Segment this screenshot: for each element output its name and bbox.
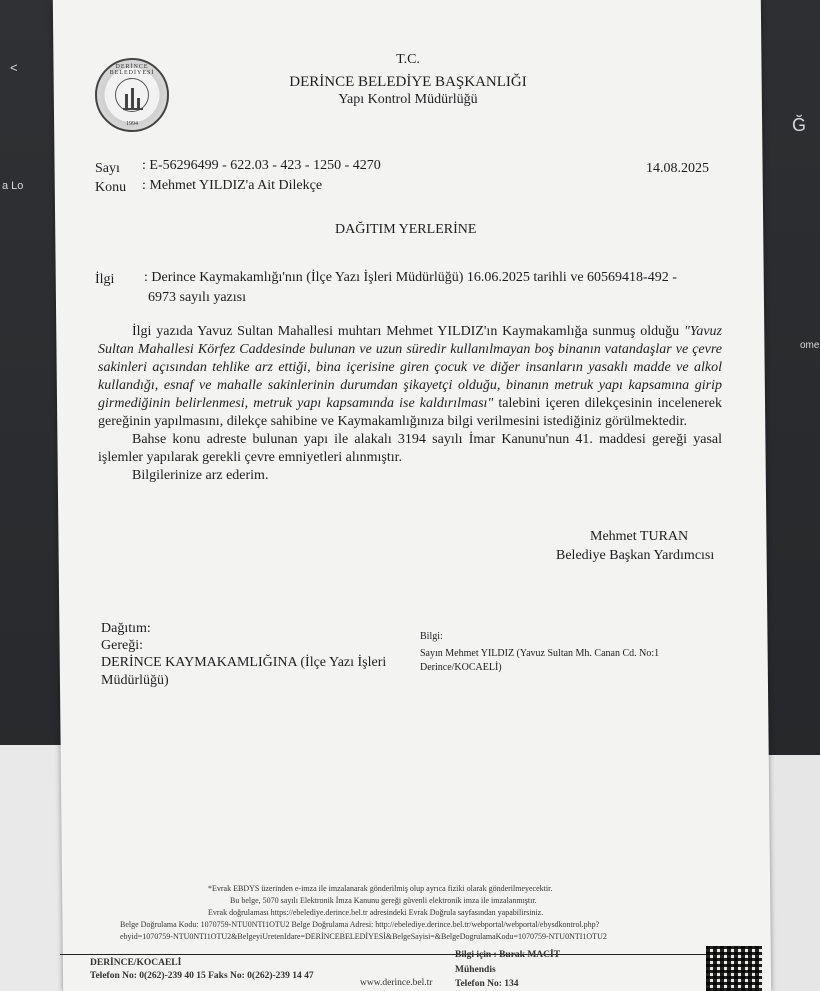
footer-rule (60, 954, 760, 955)
footer-note-4: Belge Doğrulama Kodu: 1070759-NTU0NTI1OTU2 Belge Doğrulama Adresi: http://ebelediye.derince.bel.tr/webportal/webportal/ebysdkontrol.php? (120, 920, 600, 929)
body-paragraph-2: Bahse konu adreste bulunan yapı ile alakalı 3194 sayılı İmar Kanunu'nun 41. maddesi gereği yasal işlemler yapılarak gerekli çevre emniyetleri alınmıştır. (98, 432, 722, 465)
gereg-line-2: Müdürlüğü) (101, 673, 169, 688)
footer-note-5: ebyid=1070759-NTU0NTI1OTU2&BelgeyiUretenIdare=DERİNCEBELEDİYESİ&BelgeSayisi=&BelgeDogrulamaKodu=1070759-NTU0NTI1OTU2 (120, 932, 607, 941)
qr-code (706, 946, 762, 991)
footer-note-2: Bu belge, 5070 sayılı Elektronik İmza Kanunu gereği güvenli elektronik imza ile imzalanmıştır. (230, 896, 537, 905)
bilgi-line-1: Sayın Mehmet YILDIZ (Yavuz Sultan Mh. Canan Cd. No:1 (420, 648, 660, 659)
letter-body (98, 323, 722, 485)
letterhead-country: T.C. (396, 52, 420, 67)
konu-value: : Mehmet YILDIZ'a Ait Dilekçe (142, 178, 323, 193)
background-key: < (10, 60, 18, 75)
background-key: a Lo (2, 180, 24, 192)
footer-phone: Telefon No: 0(262)-239 40 15 Faks No: 0(262)-239 14 47 (90, 971, 314, 981)
body-quote: "Yavuz Sultan Mahallesi Körfez Caddesinde bulunan ve uzun süredir kullanılmayan boş binanın vatandaşlar ve çevre sakinleri açısından tehlike arz ettiği, bina içerisine giren çocuk ve diğer insanların yasaklı madde ve alkol kullandığı, esnaf ve mahalle sakinlerinin durumdan şikayetçi olduğu, binanın metruk yapı kapsamına girip girmediğinin belirlenmesi, metruk yapı kapsamında ise kaldırılması" (98, 324, 722, 411)
bilgi-line-2: Derince/KOCAELİ) (420, 662, 502, 673)
signatory-name: Mehmet TURAN (590, 529, 689, 544)
municipality-logo (95, 58, 169, 132)
footer-info-phone: Telefon No: 134 (455, 979, 519, 989)
letterhead-institution: DERİNCE BELEDİYE BAŞKANLIĞI (289, 74, 527, 90)
footer-note-3: Evrak doğrulaması https://ebelediye.derince.bel.tr adresindeki Evrak Doğrula sayfasından yapabilirsiniz. (208, 908, 544, 917)
ilgi-line-2: 6973 sayılı yazısı (148, 290, 246, 305)
footer-city: DERİNCE/KOCAELİ (90, 958, 182, 968)
footer-info-label: Bilgi için : Burak MACİT (455, 950, 561, 960)
document-date: 14.08.2025 (646, 161, 709, 176)
logo-year: 1994 (126, 121, 138, 127)
body-paragraph-1-end: talebini içeren dilekçesinin incelenerek gereğinin yapılmasını, dilekçe sahibine ve Kaymakamlığınıza bilgi verilmesini istediğiniz görülmektedir. (98, 396, 723, 429)
footer-note-1: *Evrak EBDYS üzerinden e-imza ile imzalanarak gönderilmiş olup ayrıca fiziki olarak gönderilmeyecektir. (208, 884, 553, 893)
gereg-label: Gereği: (101, 638, 143, 653)
ilgi-label: İlgi (95, 272, 115, 287)
gereg-line-1: DERİNCE KAYMAKAMLIĞINA (İlçe Yazı İşleri (101, 655, 387, 670)
document-page (53, 0, 771, 991)
logo-text: DERİNCE BELEDİYESİ (109, 64, 155, 76)
distribution-label: Dağıtım: (101, 621, 151, 636)
footer-info-role: Mühendis (455, 965, 496, 975)
body-paragraph-1-start: İlgi yazıda Yavuz Sultan Mahallesi muhtarı Mehmet YILDIZ'ın Kaymakamlığa sunmuş olduğu (132, 324, 680, 339)
background-key: ome (800, 340, 820, 351)
sayi-value: : E-56296499 - 622.03 - 423 - 1250 - 4270 (142, 158, 381, 173)
bilgi-label: Bilgi: (420, 631, 443, 642)
konu-label: Konu (95, 180, 127, 195)
background-key: Ğ (792, 115, 807, 135)
recipient-title: DAĞITIM YERLERİNE (335, 222, 477, 237)
ilgi-line-1: : Derince Kaymakamlığı'nın (İlçe Yazı İşleri Müdürlüğü) 16.06.2025 tarihli ve 60569418-492 - (144, 270, 677, 285)
sayi-label: Sayı (95, 161, 120, 176)
body-paragraph-3: Bilgilerinize arz ederim. (132, 468, 269, 483)
footer-web: www.derince.bel.tr (360, 978, 433, 988)
letterhead-department: Yapı Kontrol Müdürlüğü (338, 92, 478, 107)
signatory-title: Belediye Başkan Yardımcısı (556, 548, 715, 563)
